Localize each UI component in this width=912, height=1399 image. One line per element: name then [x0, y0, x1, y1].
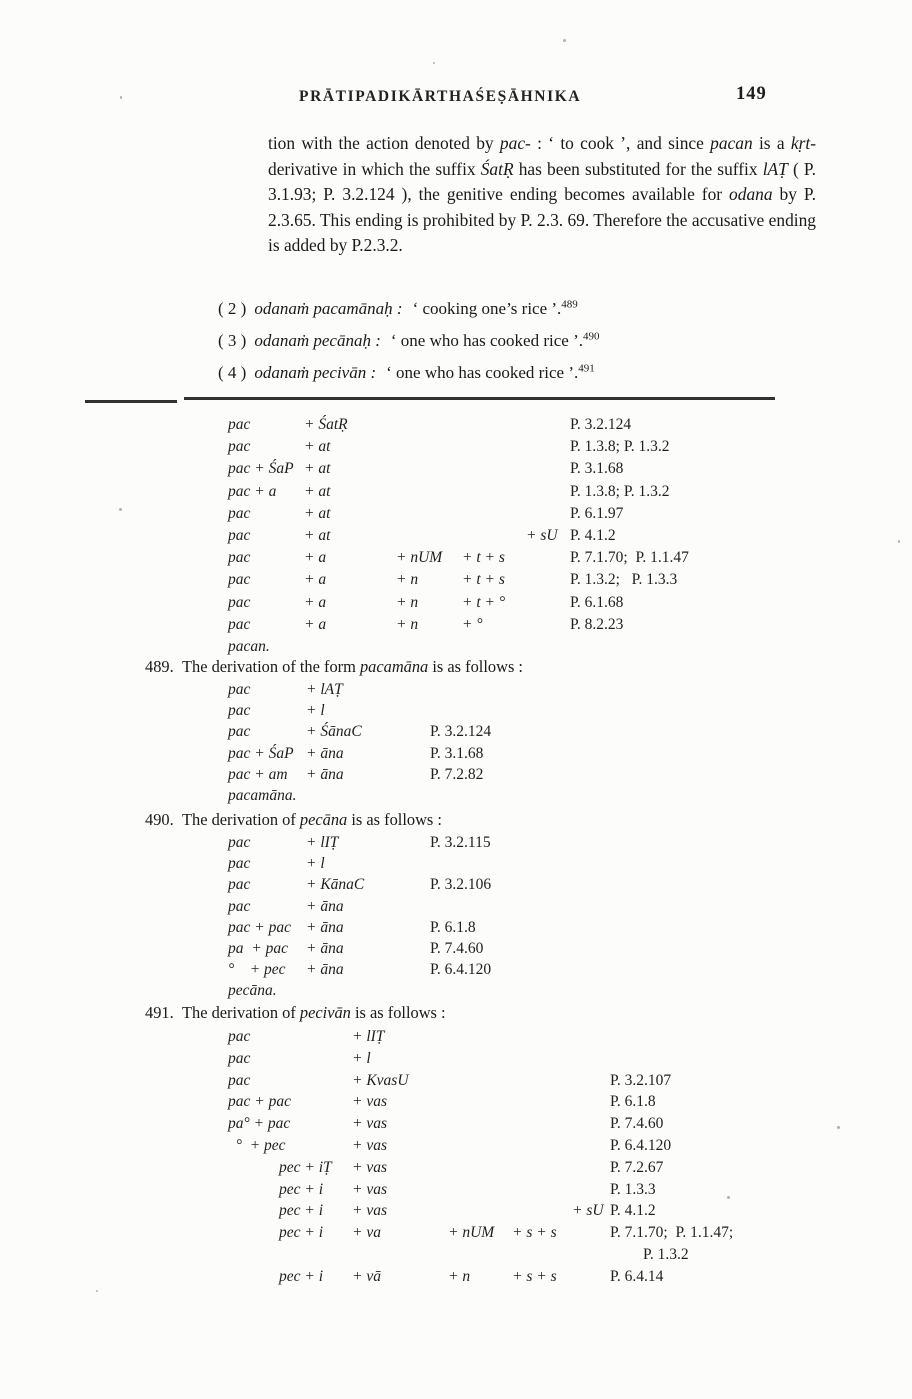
sutra-reference: P. 6.1.68 [570, 593, 624, 611]
text-segment: has been substituted for the suffix [513, 158, 763, 179]
table-row [228, 1028, 733, 1050]
derivation-cell: + nUM [448, 1224, 495, 1242]
table-row [228, 460, 689, 482]
sutra-reference: P. 4.1.2 [570, 526, 616, 544]
sutra-reference: P. 7.1.70; P. 1.1.47 [570, 549, 689, 567]
derivation-cell: pac + ŚaP [228, 744, 294, 762]
text-segment: is as follows : [428, 657, 523, 676]
derivation-cell: + t + ° [462, 593, 506, 611]
footnote-number: 491. [145, 1003, 174, 1022]
derivation-cell: + sU [526, 526, 558, 544]
example-item-3 [218, 331, 599, 363]
derivation-cell: + at [304, 438, 331, 456]
derivation-cell: + vas [352, 1115, 387, 1133]
sutra-reference: P. 1.3.8; P. 1.3.2 [570, 438, 670, 456]
derivation-cell: pecāna. [228, 982, 277, 1000]
text-segment: ( P. 3.1.93; P. 3.2.124 ), the genitive ending becomes available for [268, 158, 816, 205]
scan-speck [119, 508, 122, 511]
footnote-heading-text [182, 657, 523, 676]
table-row [228, 505, 689, 527]
sanskrit-term: lAṬ [762, 158, 788, 179]
sanskrit-term: pacamāna [359, 657, 429, 676]
sutra-reference: P. 1.3.2 [643, 1245, 689, 1263]
derivation-cell: + l [306, 702, 325, 720]
footnote-heading-text [182, 810, 442, 829]
sutra-reference: P. 6.1.8 [610, 1093, 656, 1111]
derivation-cell: + a [304, 571, 327, 589]
derivation-cell: + n [396, 615, 419, 633]
derivation-cell: + ŚatṚ [304, 416, 348, 433]
text-segment: : ‘ to cook ’, and since [530, 133, 711, 153]
scan-speck [727, 1196, 730, 1199]
sutra-reference: P. 1.3.3 [610, 1180, 656, 1198]
footnote-number: 489. [145, 657, 174, 676]
derivation-cell: pac [228, 416, 251, 433]
derivation-cell: + āna [306, 961, 344, 979]
table-row [228, 527, 689, 549]
derivation-cell: pac [228, 504, 251, 522]
derivation-cell: pac [228, 855, 251, 873]
derivation-cell: + vas [352, 1158, 387, 1176]
table-row [228, 702, 491, 723]
sutra-reference: P. 1.3.2; P. 1.3.3 [570, 571, 678, 589]
table-row [228, 616, 689, 638]
derivation-cell: + āna [306, 939, 344, 957]
table-row [228, 1268, 733, 1290]
derivation-cell: pa + pac [228, 939, 288, 957]
derivation-cell: pec + i [279, 1224, 324, 1242]
page-number: 149 [736, 84, 767, 104]
sutra-reference: P. 6.4.120 [430, 961, 492, 979]
derivation-cell: pac [228, 438, 251, 456]
derivation-cell: + a [304, 593, 327, 611]
scan-speck [563, 39, 566, 42]
text-segment: The derivation of [182, 1003, 300, 1022]
derivation-cell: pac [228, 681, 251, 698]
derivation-cell: pac [228, 1071, 251, 1089]
derivation-cell: + vas [352, 1136, 387, 1154]
derivation-cell: pac + a [228, 482, 277, 500]
derivation-cell: + āna [306, 765, 344, 783]
table-row [228, 594, 689, 616]
sanskrit-term: ŚatṚ [480, 158, 514, 179]
text-segment: The derivation of [182, 810, 300, 829]
table-row [228, 766, 491, 787]
derivation-cell: pec + i [279, 1202, 324, 1220]
derivation-table-pacan [228, 416, 689, 660]
derivation-cell: + a [304, 549, 327, 567]
footnote-reference: 491 [578, 362, 595, 375]
sutra-reference: P. 3.2.115 [430, 834, 491, 851]
derivation-cell: pac [228, 897, 251, 915]
derivation-cell: + a [304, 615, 327, 633]
footnote-heading-491 [145, 1003, 825, 1023]
table-row [228, 416, 689, 438]
text-segment: by P. 2.3.65. This ending is prohibited by P. 2.3. 69. Therefore the accusative ending is added by P.2.3.2. [268, 184, 816, 256]
derivation-cell: pac + pac [228, 1093, 291, 1111]
sanskrit-term: pecāna [299, 810, 348, 829]
derivation-cell: + t + s [462, 549, 505, 567]
derivation-cell: pac [228, 593, 251, 611]
derivation-cell: pac [228, 615, 251, 633]
sanskrit-term: pac- [499, 133, 531, 153]
example-number: ( 2 ) [218, 299, 247, 318]
sutra-reference: P. 7.2.82 [430, 765, 484, 783]
table-row [228, 855, 491, 876]
table-row [228, 1181, 733, 1203]
derivation-cell: + n [448, 1267, 471, 1285]
derivation-cell: + lIṬ [306, 834, 339, 851]
table-row [228, 483, 689, 505]
sutra-reference: P. 1.3.8; P. 1.3.2 [570, 482, 670, 500]
derivation-cell: pac [228, 723, 251, 741]
derivation-cell: + sU [572, 1202, 604, 1220]
scan-speck [837, 1126, 840, 1129]
sutra-reference: P. 6.4.120 [610, 1136, 672, 1154]
table-row [228, 681, 491, 702]
scan-speck [898, 540, 900, 543]
scan-speck [96, 1290, 98, 1292]
example-number: ( 4 ) [218, 363, 247, 382]
table-row [228, 438, 689, 460]
derivation-cell: pac [228, 549, 251, 567]
derivation-cell: + vā [352, 1267, 381, 1285]
sutra-reference: P. 3.1.68 [430, 744, 484, 762]
scan-speck [120, 96, 122, 99]
derivation-cell: + ° [462, 615, 483, 633]
table-row [228, 898, 491, 919]
sutra-reference: P. 8.2.23 [570, 615, 624, 633]
table-row [228, 1115, 733, 1137]
sutra-reference: P. 3.2.124 [570, 416, 632, 433]
derivation-cell: + vas [352, 1180, 387, 1198]
example-list [218, 299, 599, 395]
derivation-cell: pec + i [279, 1267, 324, 1285]
derivation-cell: pac [228, 1049, 251, 1067]
table-row [228, 1246, 733, 1268]
sanskrit-term: odana [729, 184, 773, 205]
sutra-reference: P. 3.2.106 [430, 876, 492, 894]
footnote-reference: 489 [561, 298, 578, 311]
derivation-cell: + s + s [512, 1267, 557, 1285]
page-header-title: PRĀTIPADIKĀRTHAŚEṢĀHNIKA [299, 88, 582, 105]
table-row [228, 745, 491, 766]
table-row [228, 961, 491, 982]
example-number: ( 3 ) [218, 331, 247, 350]
derivation-cell: pac [228, 571, 251, 589]
derivation-cell: + vas [352, 1202, 387, 1220]
derivation-cell: + at [304, 504, 331, 522]
derivation-cell: pac + ŚaP [228, 460, 294, 478]
sanskrit-term: pacan [710, 133, 753, 153]
text-segment: is as follows : [347, 810, 442, 829]
derivation-table-pecana [228, 834, 491, 1004]
derivation-cell: pa° + pac [228, 1115, 291, 1133]
example-item-4 [218, 363, 599, 395]
derivation-cell: pec + i [279, 1180, 324, 1198]
derivation-cell: pacamāna. [228, 786, 297, 804]
text-segment: -derivative in which the suffix [268, 133, 816, 179]
sanskrit-term: pecivān [299, 1003, 351, 1022]
sutra-reference: P. 3.2.124 [430, 723, 492, 741]
text-segment: tion with the action denoted by [268, 133, 500, 153]
derivation-cell: ° + pec [228, 961, 286, 979]
text-segment: is as follows : [350, 1003, 446, 1022]
derivation-cell: + s + s [512, 1224, 557, 1242]
sutra-reference: P. 3.2.107 [610, 1071, 672, 1089]
derivation-cell: + at [304, 460, 331, 478]
text-segment: The derivation of the form [182, 657, 360, 676]
derivation-table-pecivan [228, 1028, 733, 1290]
example-gloss: ‘ one who has cooked rice ’. [390, 331, 583, 350]
table-row [228, 982, 491, 1003]
derivation-cell: + n [396, 571, 419, 589]
derivation-cell: pac + pac [228, 918, 291, 936]
derivation-cell: + t + s [462, 571, 505, 589]
table-row [228, 549, 689, 571]
footnote-number: 490. [145, 810, 174, 829]
footnote-heading-489 [145, 657, 825, 677]
derivation-cell: pac + am [228, 765, 288, 783]
derivation-cell: + āna [306, 744, 344, 762]
derivation-cell: pac [228, 876, 251, 894]
table-row [228, 834, 491, 855]
scan-speck [433, 62, 435, 64]
table-row [228, 876, 491, 897]
text-segment: is a [752, 133, 791, 153]
sanskrit-term: odanaṁ pecānaḥ : [254, 331, 381, 350]
table-row [228, 940, 491, 961]
derivation-cell: + l [306, 855, 325, 873]
derivation-cell: + āna [306, 897, 344, 915]
table-row [228, 1137, 733, 1159]
derivation-table-pacamana [228, 681, 491, 808]
table-row [228, 723, 491, 744]
sutra-reference: P. 7.4.60 [610, 1115, 664, 1133]
derivation-cell: + āna [306, 918, 344, 936]
derivation-cell: + at [304, 482, 331, 500]
derivation-cell: + va [352, 1224, 381, 1242]
table-row [228, 1202, 733, 1224]
sutra-reference: P. 6.1.97 [570, 504, 624, 522]
sutra-reference: P. 7.2.67 [610, 1158, 664, 1176]
sanskrit-term: odanaṁ pacamānaḥ : [254, 299, 403, 318]
table-row [228, 1159, 733, 1181]
derivation-cell: + lIṬ [352, 1028, 385, 1045]
table-row [228, 1050, 733, 1072]
derivation-cell: + KānaC [306, 876, 365, 894]
example-gloss: ‘ cooking one’s rice ’. [412, 299, 562, 318]
body-paragraph [268, 131, 816, 259]
table-row [228, 787, 491, 808]
derivation-cell: + ŚānaC [306, 723, 362, 741]
example-item-2 [218, 299, 599, 331]
table-row [228, 1072, 733, 1094]
sutra-reference: P. 6.4.14 [610, 1267, 664, 1285]
derivation-cell: pac [228, 702, 251, 720]
derivation-cell: pac [228, 1028, 251, 1045]
table-row [228, 571, 689, 593]
derivation-cell: pac [228, 834, 251, 851]
derivation-cell: + KvasU [352, 1071, 409, 1089]
footnote-heading-490 [145, 810, 825, 830]
sutra-reference: P. 6.1.8 [430, 918, 476, 936]
table-row [228, 1224, 733, 1246]
derivation-cell: + l [352, 1049, 371, 1067]
footnote-reference: 490 [582, 330, 600, 343]
derivation-cell: + at [304, 526, 331, 544]
derivation-cell: pacan. [228, 637, 270, 655]
footnote-rule-left [85, 400, 177, 403]
table-row [228, 919, 491, 940]
derivation-cell: + n [396, 593, 419, 611]
sutra-reference: P. 3.1.68 [570, 460, 624, 478]
sutra-reference: P. 4.1.2 [610, 1202, 656, 1220]
derivation-cell: pac [228, 526, 251, 544]
derivation-cell: + vas [352, 1093, 387, 1111]
footnote-heading-text [182, 1003, 446, 1022]
sutra-reference: P. 7.4.60 [430, 939, 484, 957]
derivation-cell: pec + iṬ [279, 1158, 332, 1176]
footnote-rule [184, 397, 775, 400]
derivation-cell: ° + pec [228, 1136, 286, 1154]
derivation-cell: + lAṬ [306, 681, 343, 698]
sutra-reference: P. 7.1.70; P. 1.1.47; [610, 1224, 734, 1242]
example-gloss: ‘ one who has cooked rice ’. [386, 363, 579, 382]
sanskrit-term: kṛt [790, 133, 811, 153]
sanskrit-term: odanaṁ pecivān : [254, 363, 377, 382]
derivation-cell: + nUM [396, 549, 443, 567]
table-row [228, 1093, 733, 1115]
